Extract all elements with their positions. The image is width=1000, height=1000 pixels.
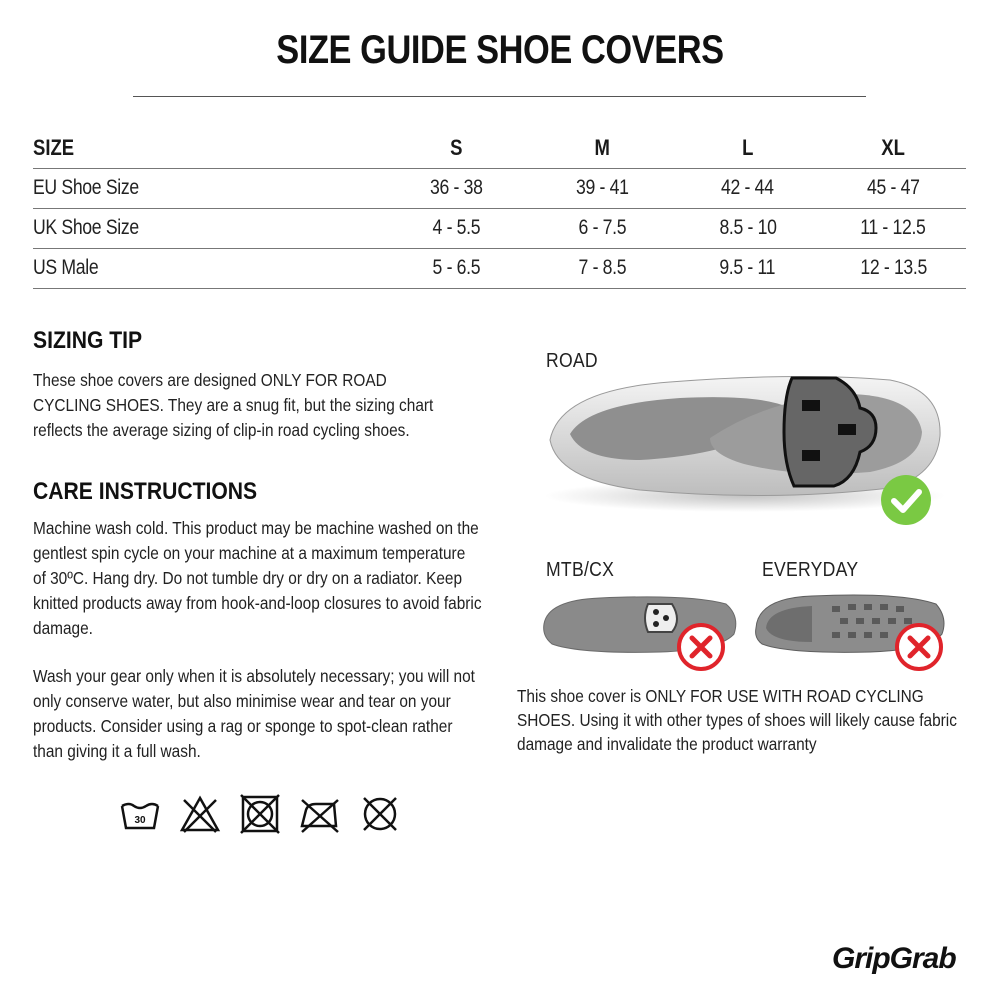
cross-icon [894, 622, 944, 672]
title-divider [133, 96, 866, 97]
cleat-bolt [802, 450, 820, 461]
table-cell: 45 - 47 [866, 176, 920, 199]
mtb-label: MTB/CX [546, 559, 615, 581]
svg-text:30: 30 [134, 815, 146, 826]
table-row [33, 208, 966, 248]
header-m: M [594, 134, 610, 160]
no-bleach-icon [178, 792, 222, 836]
care-heading: CARE INSTRUCTIONS [33, 478, 258, 505]
no-iron-icon [298, 792, 342, 836]
row-label: UK Shoe Size [33, 216, 139, 239]
header-s: S [450, 134, 463, 160]
table-cell: 8.5 - 10 [719, 216, 777, 239]
table-cell: 36 - 38 [430, 176, 483, 199]
wash-30-icon [118, 792, 162, 836]
row-label: EU Shoe Size [33, 176, 139, 199]
table-cell: 7 - 8.5 [578, 256, 626, 279]
table-header-row [33, 128, 966, 168]
table-cell: 11 - 12.5 [860, 216, 926, 239]
table-cell: 12 - 13.5 [859, 256, 927, 279]
table-cell: 42 - 44 [721, 176, 774, 199]
mtb-cleat [645, 604, 677, 632]
brand-logo: GripGrab [832, 942, 956, 975]
table-cell: 39 - 41 [575, 176, 629, 199]
page-title: SIZE GUIDE SHOE COVERS [276, 28, 724, 72]
header-xl: XL [881, 134, 905, 160]
care-text-1: Machine wash cold. This product may be machine washed on the gentlest spin cycle on your machine at a maximum temperature of 30ºC. Hang dry. Do not tumble dry or dry on a radiator. Keep knitted products away from hook-and-loop closures to avoid fabric damage. [33, 518, 482, 638]
cleat-bolt [838, 424, 856, 435]
care-text-2: Wash your gear only when it is absolutely necessary; you will not only conserve water, but also minimise wear and tear on your products. Consider using a rag or sponge to spot-clean rather than giving it a full wash. [33, 666, 475, 761]
warranty-note: This shoe cover is ONLY FOR USE WITH ROAD CYCLING SHOES. Using it with other types of shoes will likely cause fabric damage and invalidate the product warranty [517, 686, 957, 754]
cleat-bolt [663, 615, 669, 621]
no-dry-clean-icon [358, 792, 402, 836]
table-row [33, 248, 966, 288]
table-cell: 9.5 - 11 [719, 256, 776, 279]
table-cell: 4 - 5.5 [432, 216, 481, 239]
no-tumble-dry-icon [238, 792, 282, 836]
everyday-label: EVERYDAY [762, 559, 859, 581]
table-cell: 5 - 6.5 [432, 256, 481, 279]
cleat-bolt [802, 400, 820, 411]
row-label: US Male [33, 256, 99, 279]
cross-icon [676, 622, 726, 672]
road-label: ROAD [546, 350, 598, 372]
care-icons [118, 792, 408, 836]
header-size: SIZE [33, 134, 75, 160]
check-icon [880, 474, 932, 526]
sizing-tip-heading: SIZING TIP [33, 327, 143, 354]
sizing-tip-text: These shoe covers are designed ONLY FOR ROAD CYCLING SHOES. They are a snug fit, but the sizing chart reflects the average sizing of clip-in road cycling shoes. [33, 370, 434, 440]
size-table [33, 128, 966, 289]
table-cell: 6 - 7.5 [578, 216, 626, 239]
table-row [33, 168, 966, 208]
cleat-bolt [653, 621, 659, 627]
cleat-bolt [653, 609, 659, 615]
header-l: L [741, 134, 754, 160]
